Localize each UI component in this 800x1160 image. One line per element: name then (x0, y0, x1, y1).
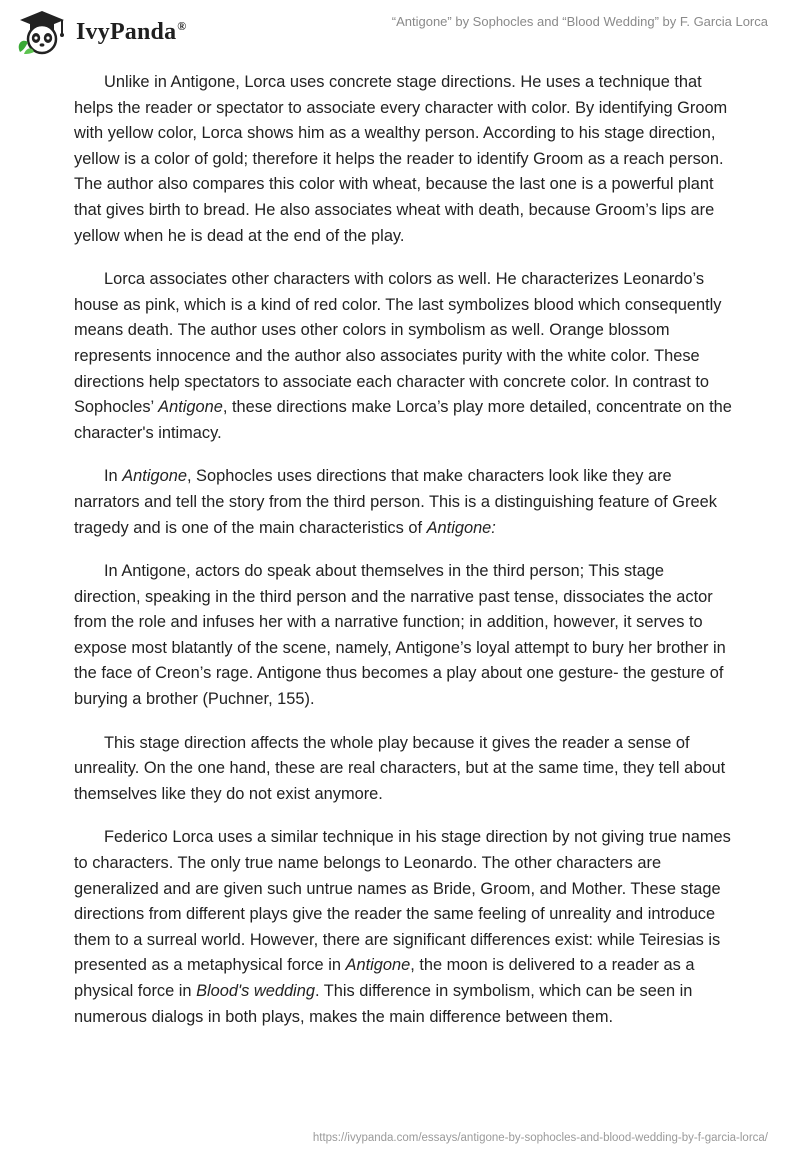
essay-paragraph (74, 731, 734, 808)
essay-paragraph (74, 267, 734, 446)
registered-mark: ® (177, 18, 187, 33)
essay-paragraph (74, 825, 734, 1030)
essay-paragraph (74, 464, 734, 541)
panda-graduate-icon (14, 8, 70, 56)
page-header (0, 0, 800, 60)
paragraph-text: In Antigone, actors do speak about themselves in the third person; This stage direction, speaking in the third person and the narrative past tense, dissociates the actor from the role and infuses her with a narrative function; in addition, however, it serves to expose most blatantly of the scene, namely, Antigone’s loyal attempt to bury her brother in the face of Creon’s rage. Antigone thus becomes a play about one gesture- the gesture of burying a brother (Puchner, 155). (74, 562, 726, 709)
paragraph-text: Unlike in Antigone, Lorca uses concrete stage directions. He uses a technique that helps the reader or spectator to associate every character with color. By identifying Groom with yellow color, Lorca shows him as a wealthy person. According to his stage direction, yellow is a color of gold; therefore it helps the reader to identify Groom as a reach person. The author also compares this color with wheat, because the last one is a powerful plant that gives birth to bread. He also associates wheat with death, because Groom’s lips are yellow when he is dead at the end of the play. (74, 73, 728, 245)
italic-text: Antigone (122, 467, 187, 486)
paragraph-text: . This difference in symbolism, which can be seen in numerous dialogs in both plays, makes the main difference between them. (74, 982, 693, 1026)
paragraph-text: In (104, 467, 123, 486)
essay-paragraph (74, 70, 734, 249)
ivypanda-logo[interactable] (14, 8, 186, 56)
source-url[interactable]: https://ivypanda.com/essays/antigone-by-sophocles-and-blood-wedding-by-f-garcia-lorca/ (312, 1132, 768, 1144)
paragraph-text: , Sophocles uses directions that make characters look like they are narrators and tell the story from the third person. This is a distinguishing feature of Greek tragedy and is one of the main characteristics of (74, 467, 717, 537)
essay-paragraph (74, 559, 734, 713)
italic-text: Blood's wedding (196, 982, 315, 1000)
brand-name: IvyPanda® (76, 18, 187, 45)
paragraph-text: , the moon is delivered to a reader as a physical force in (74, 956, 695, 1000)
document-title: “Antigone” by Sophocles and “Blood Wedding” by F. Garcia Lorca (391, 14, 768, 29)
italic-text: Antigone (158, 398, 223, 417)
paragraph-text: Lorca associates other characters with colors as well. He characterizes Leonardo’s house as pink, which is a kind of red color. The last symbolizes blood which consequently means death. The author uses other colors in symbolism as well. Orange blossom represents innocence and the author also associates purity with the white color. These directions help spectators to associate each character with concrete color. In contrast to Sophocles’ (74, 270, 722, 417)
italic-text: Antigone (345, 956, 411, 975)
italic-text: Antigone: (426, 518, 496, 537)
paragraph-text: Federico Lorca uses a similar technique in his stage direction by not giving true names to characters. The only true name belongs to Leonardo. The other characters are generalized and are given such untrue names as Bride, Groom, and Mother. These stage directions from different plays give the reader the same feeling of unreality and introduce them to a surreal world. However, there are significant differences exist: while Teiresias is presented as a metaphysical force in (74, 828, 731, 975)
paragraph-text: , these directions make Lorca’s play more detailed, concentrate on the character's intimacy. (74, 398, 732, 442)
paragraph-text: This stage direction affects the whole play because it gives the reader a sense of unreality. On the one hand, these are real characters, but at the same time, they tell about themselves like they do not exist anymore. (74, 733, 726, 803)
essay-body (74, 70, 734, 1048)
